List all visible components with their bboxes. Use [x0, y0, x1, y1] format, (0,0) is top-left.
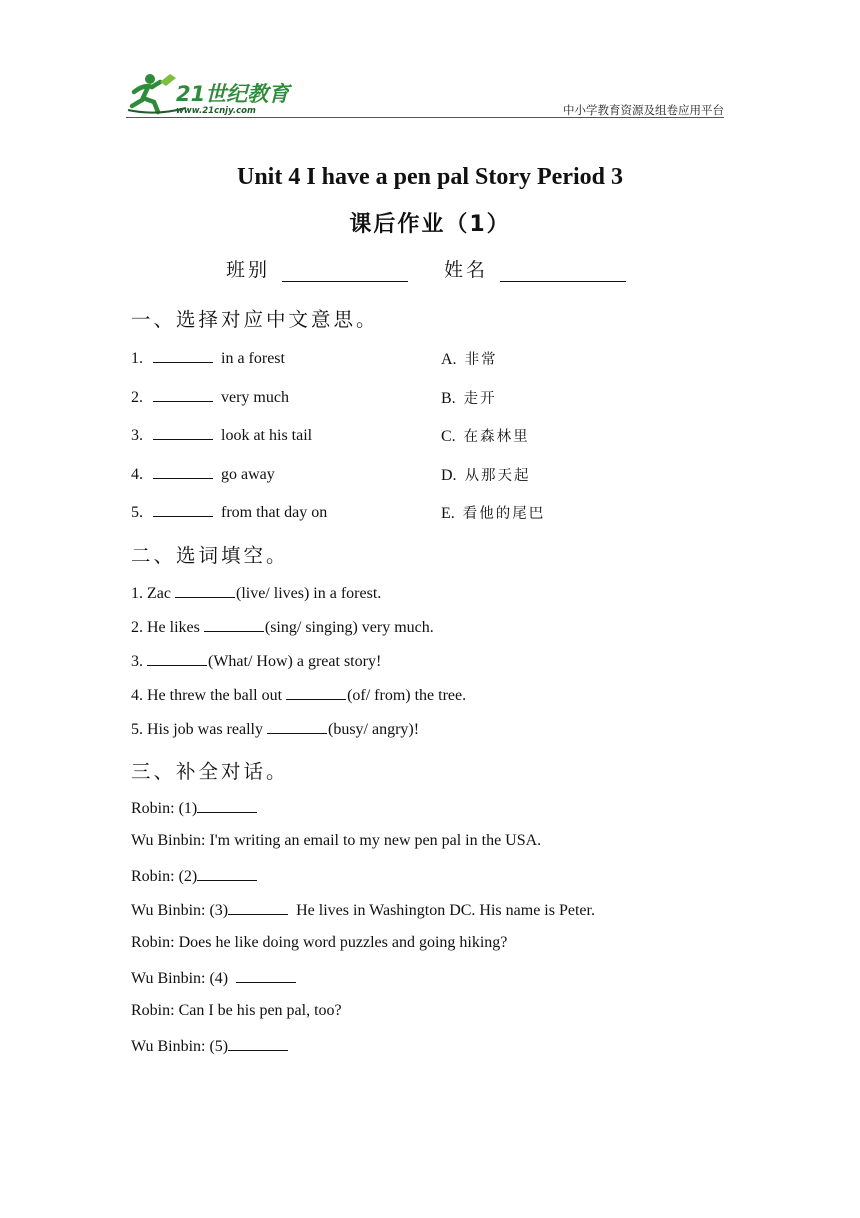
dialogue-line: Wu Binbin: (3) He lives in Washington DC. His name is Peter.: [131, 902, 595, 919]
list-item: 5. His job was really (busy/ angry)!: [131, 721, 420, 738]
answer-blank[interactable]: [153, 387, 213, 402]
section3-heading: 三、补全对话。: [131, 760, 289, 783]
class-label: 班别: [226, 259, 271, 281]
list-item: 3. (What/ How) a great story!: [131, 653, 382, 670]
answer-blank[interactable]: [197, 866, 257, 881]
page-title: Unit 4 I have a pen pal Story Period 3: [236, 164, 623, 190]
dialogue-line: Robin: Does he like doing word puzzles and going hiking?: [131, 934, 508, 951]
section1-heading: 一、选择对应中文意思。: [131, 308, 379, 331]
option-d: D. 从那天起: [441, 467, 531, 484]
class-blank[interactable]: [282, 259, 408, 282]
section2-heading: 二、选词填空。: [131, 544, 289, 567]
brand-logo: [126, 70, 296, 116]
page-subtitle: 课后作业（1）: [349, 212, 511, 237]
answer-blank[interactable]: [147, 651, 207, 666]
option-c: C. 在森林里: [441, 428, 530, 445]
name-label: 姓名: [444, 259, 489, 281]
option-e: E. 看他的尾巴: [441, 505, 546, 522]
list-item: 1. Zac (live/ lives) in a forest.: [131, 585, 382, 602]
option-b: B. 走开: [441, 390, 497, 407]
dialogue-line: Robin: (1): [131, 798, 265, 818]
answer-blank[interactable]: [153, 464, 213, 479]
name-blank[interactable]: [500, 259, 626, 282]
header-divider: [126, 117, 724, 118]
list-item: 2. He likes (sing/ singing) very much.: [131, 619, 434, 636]
answer-blank[interactable]: [153, 348, 213, 363]
list-item: 3. look at his tail: [131, 427, 313, 444]
answer-blank[interactable]: [197, 798, 257, 813]
dialogue-line: Wu Binbin: (5): [131, 1036, 296, 1056]
student-info-row: [226, 255, 626, 282]
dialogue-line: Wu Binbin: I'm writing an email to my new pen pal in the USA.: [131, 832, 542, 849]
answer-blank[interactable]: [236, 968, 296, 983]
page-header: [126, 70, 724, 120]
answer-blank[interactable]: [286, 685, 346, 700]
dialogue-line: Robin: Can I be his pen pal, too?: [131, 1002, 342, 1019]
list-item: 4. He threw the ball out (of/ from) the tree.: [131, 687, 467, 704]
dialogue-line: Wu Binbin: (4): [131, 968, 304, 988]
option-a: A. 非常: [441, 351, 498, 368]
answer-blank[interactable]: [175, 583, 235, 598]
list-item: 1. in a forest: [131, 350, 285, 367]
dialogue-line: Robin: (2): [131, 866, 265, 886]
list-item: 4. go away: [131, 466, 275, 483]
answer-blank[interactable]: [204, 617, 264, 632]
list-item: 5. from that day on: [131, 504, 328, 521]
answer-blank[interactable]: [228, 900, 288, 915]
answer-blank[interactable]: [228, 1036, 288, 1051]
header-tagline: 中小学教育资源及组卷应用平台: [563, 103, 724, 117]
logo-text: 21世纪教育: [176, 82, 290, 106]
list-item: 2. very much: [131, 389, 289, 406]
answer-blank[interactable]: [153, 502, 213, 517]
answer-blank[interactable]: [267, 719, 327, 734]
logo-url: www.21cnjy.com: [176, 106, 256, 116]
answer-blank[interactable]: [153, 425, 213, 440]
